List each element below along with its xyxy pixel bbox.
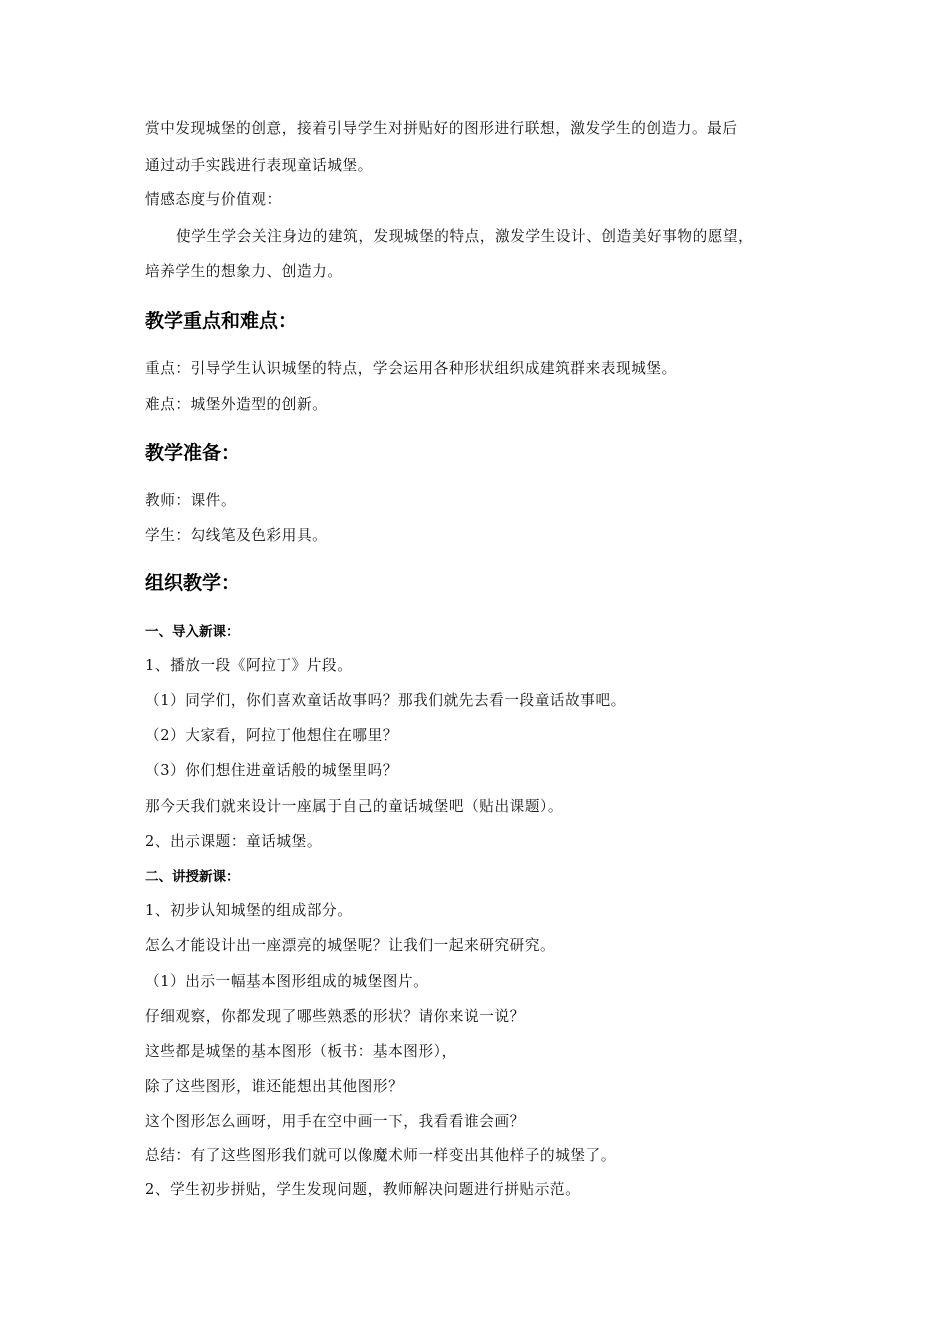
list-item: 1、初步认知城堡的组成部分。 bbox=[145, 902, 353, 919]
list-item: 2、出示课题：童话城堡。 bbox=[145, 833, 323, 850]
list-item: 除了这些图形，谁还能想出其他图形？ bbox=[145, 1078, 404, 1095]
list-item: 2、学生初步拼贴，学生发现问题，教师解决问题进行拼贴示范。 bbox=[145, 1181, 581, 1198]
subsection-title-new-lesson: 二、讲授新课： bbox=[145, 869, 240, 885]
list-item: 1、播放一段《阿拉丁》片段。 bbox=[145, 657, 353, 674]
list-item: （3）你们想住进童话般的城堡里吗？ bbox=[145, 762, 398, 779]
list-item: 总结：有了这些图形我们就可以像魔术师一样变出其他样子的城堡了。 bbox=[145, 1147, 617, 1164]
list-item: （1）出示一幅基本图形组成的城堡图片。 bbox=[145, 973, 429, 990]
student-preparation: 学生：勾线笔及色彩用具。 bbox=[145, 527, 328, 544]
attitude-label: 情感态度与价值观： bbox=[145, 191, 282, 208]
list-item: 仔细观察，你都发现了哪些熟悉的形状？请你来说一说？ bbox=[145, 1008, 525, 1025]
paragraph-line: 赏中发现城堡的创意，接着引导学生对拼贴好的图形进行联想，激发学生的创造力。最后 bbox=[145, 120, 738, 137]
list-item: （2）大家看，阿拉丁他想住在哪里？ bbox=[145, 727, 398, 744]
paragraph-line: 使学生学会关注身边的建筑，发现城堡的特点，激发学生设计、创造美好事物的愿望， bbox=[176, 228, 754, 245]
focus-point: 重点：引导学生认识城堡的特点，学会运用各种形状组织成建筑群来表现城堡。 bbox=[145, 360, 677, 377]
paragraph-line: 培养学生的想象力、创造力。 bbox=[145, 263, 343, 280]
list-item: （1）同学们，你们喜欢童话故事吗？那我们就先去看一段童话故事吧。 bbox=[145, 692, 626, 709]
section-heading-organization: 组织教学： bbox=[145, 572, 241, 594]
list-item: 这些都是城堡的基本图形（板书：基本图形）， bbox=[145, 1043, 457, 1060]
subsection-title-intro: 一、导入新课： bbox=[145, 624, 240, 640]
section-heading-key-points: 教学重点和难点： bbox=[145, 310, 298, 332]
teacher-preparation: 教师：课件。 bbox=[145, 492, 237, 509]
section-heading-preparation: 教学准备： bbox=[145, 442, 241, 464]
list-item: 那今天我们就来设计一座属于自己的童话城堡吧（贴出课题）。 bbox=[145, 798, 564, 815]
paragraph-line: 通过动手实践进行表现童话城堡。 bbox=[145, 157, 373, 174]
list-item: 怎么才能设计出一座漂亮的城堡呢？让我们一起来研究研究。 bbox=[145, 937, 556, 954]
difficulty-point: 难点：城堡外造型的创新。 bbox=[145, 396, 328, 413]
list-item: 这个图形怎么画呀，用手在空中画一下，我看看谁会画？ bbox=[145, 1113, 525, 1130]
